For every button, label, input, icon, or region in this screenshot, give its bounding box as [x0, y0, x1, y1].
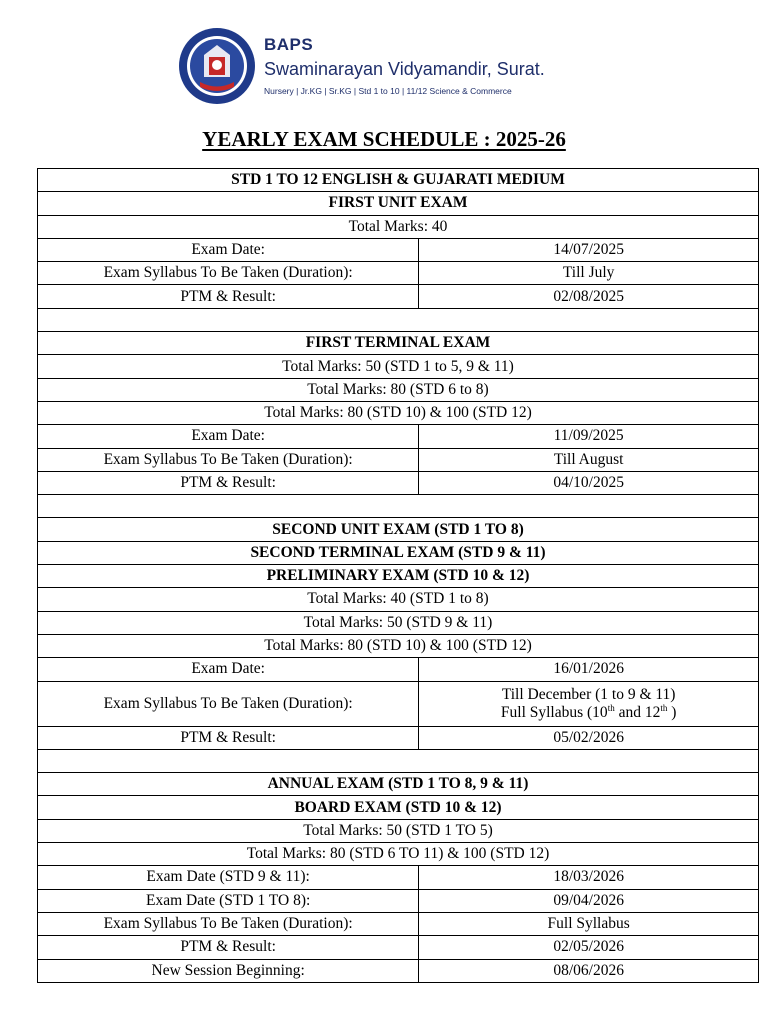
row-label: Exam Syllabus To Be Taken (Duration):	[38, 262, 419, 285]
row-value: Till August	[419, 448, 759, 471]
total-marks: Total Marks: 50 (STD 1 to 5, 9 & 11)	[38, 355, 759, 378]
school-name: Swaminarayan Vidyamandir, Surat.	[264, 59, 545, 79]
spacer-row	[38, 495, 759, 518]
table-row	[38, 238, 759, 261]
table-row	[38, 866, 759, 889]
row-label: PTM & Result:	[38, 285, 419, 308]
total-marks: Total Marks: 80 (STD 10) & 100 (STD 12)	[38, 634, 759, 657]
row-label: New Session Beginning:	[38, 959, 419, 982]
total-marks: Total Marks: 40 (STD 1 to 8)	[38, 588, 759, 611]
table-row	[38, 262, 759, 285]
row-label: PTM & Result:	[38, 471, 419, 494]
row-label: PTM & Result:	[38, 726, 419, 749]
table-row	[38, 658, 759, 681]
row-value: 18/03/2026	[419, 866, 759, 889]
spacer-row	[38, 749, 759, 772]
section-heading: SECOND TERMINAL EXAM (STD 9 & 11)	[38, 541, 759, 564]
row-value: 14/07/2025	[419, 238, 759, 261]
row-value: 02/08/2025	[419, 285, 759, 308]
total-marks: Total Marks: 50 (STD 1 TO 5)	[38, 819, 759, 842]
row-label: Exam Date (STD 1 TO 8):	[38, 889, 419, 912]
syllabus-line-2: Full Syllabus (10th and 12th )	[500, 702, 677, 721]
brand-name: BAPS	[264, 35, 314, 54]
row-value: 05/02/2026	[419, 726, 759, 749]
table-row	[38, 726, 759, 749]
total-marks: Total Marks: 50 (STD 9 & 11)	[38, 611, 759, 634]
table-row	[38, 889, 759, 912]
exam-schedule-table	[37, 168, 759, 983]
school-header	[178, 27, 638, 107]
table-row	[38, 471, 759, 494]
table-row	[38, 681, 759, 726]
row-value	[419, 681, 759, 726]
row-value: Till July	[419, 262, 759, 285]
row-value: 11/09/2025	[419, 425, 759, 448]
row-value: 08/06/2026	[419, 959, 759, 982]
table-row	[38, 285, 759, 308]
table-row	[38, 912, 759, 935]
total-marks: Total Marks: 80 (STD 6 TO 11) & 100 (STD 12)	[38, 843, 759, 866]
section-heading: PRELIMINARY EXAM (STD 10 & 12)	[38, 565, 759, 588]
spacer-row	[38, 308, 759, 331]
row-value: 02/05/2026	[419, 936, 759, 959]
row-label: Exam Date:	[38, 658, 419, 681]
syllabus-line-1: Till December (1 to 9 & 11)	[501, 685, 676, 703]
row-label: Exam Syllabus To Be Taken (Duration):	[38, 912, 419, 935]
table-row	[38, 425, 759, 448]
section-heading: BOARD EXAM (STD 10 & 12)	[38, 796, 759, 819]
row-label: Exam Syllabus To Be Taken (Duration):	[38, 448, 419, 471]
table-row	[38, 936, 759, 959]
page-title: YEARLY EXAM SCHEDULE : 2025-26	[202, 127, 566, 151]
total-marks: Total Marks: 80 (STD 6 to 8)	[38, 378, 759, 401]
total-marks: Total Marks: 80 (STD 10) & 100 (STD 12)	[38, 401, 759, 424]
row-value: Full Syllabus	[419, 912, 759, 935]
school-tagline: Nursery | Jr.KG | Sr.KG | Std 1 to 10 | 11/12 Science & Commerce	[264, 86, 512, 96]
section-heading: FIRST TERMINAL EXAM	[38, 332, 759, 355]
row-label: Exam Date:	[38, 425, 419, 448]
table-row	[38, 959, 759, 982]
school-logo	[178, 27, 256, 105]
section-heading: ANNUAL EXAM (STD 1 TO 8, 9 & 11)	[38, 773, 759, 796]
row-label: Exam Syllabus To Be Taken (Duration):	[38, 681, 419, 726]
total-marks: Total Marks: 40	[38, 215, 759, 238]
row-value: 09/04/2026	[419, 889, 759, 912]
table-row	[38, 448, 759, 471]
section-heading: SECOND UNIT EXAM (STD 1 TO 8)	[38, 518, 759, 541]
row-value: 16/01/2026	[419, 658, 759, 681]
section-heading: FIRST UNIT EXAM	[38, 192, 759, 215]
main-heading: STD 1 TO 12 ENGLISH & GUJARATI MEDIUM	[38, 169, 759, 192]
row-value: 04/10/2025	[419, 471, 759, 494]
row-label: Exam Date:	[38, 238, 419, 261]
row-label: Exam Date (STD 9 & 11):	[38, 866, 419, 889]
row-label: PTM & Result:	[38, 936, 419, 959]
